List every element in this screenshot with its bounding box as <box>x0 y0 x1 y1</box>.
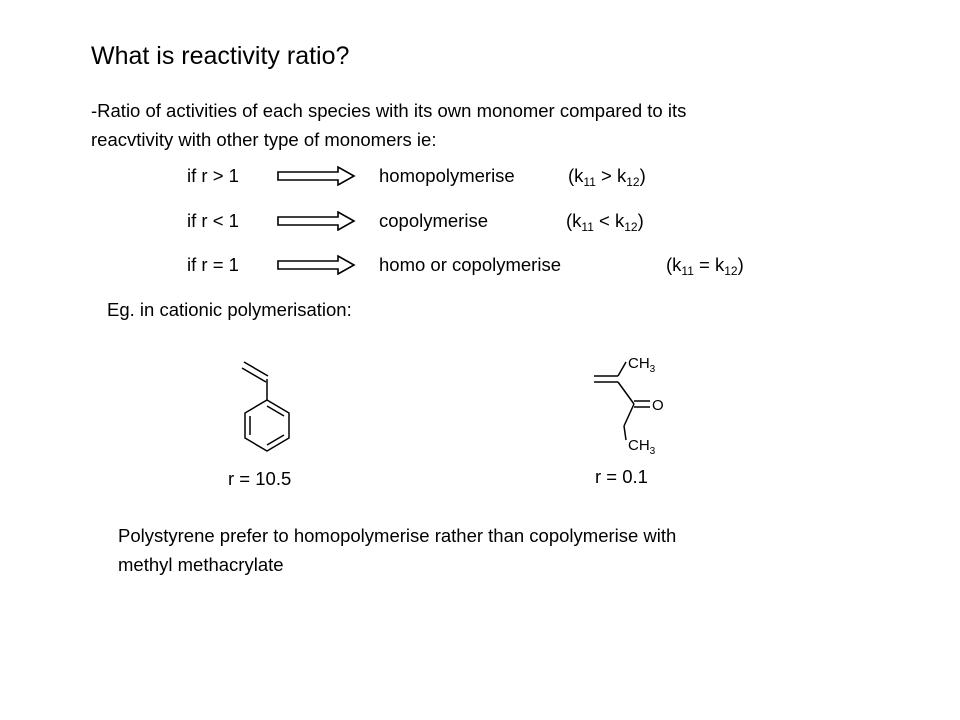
intro-line-1: -Ratio of activities of each species with its own monomer compared to its <box>91 100 687 121</box>
rule-3-rate-relation: $(k_{11} = k_{12})$ <box>666 254 744 278</box>
rule-1-condition: if r > 1 <box>187 165 239 186</box>
conclusion-paragraph <box>118 521 878 579</box>
rule-1-arrow-icon <box>276 166 356 186</box>
intro-paragraph <box>91 96 891 154</box>
rule-1-rate-relation: $(k_{11} > k_{12})$ <box>568 165 646 189</box>
rule-3-arrow-icon <box>276 255 356 275</box>
methacrylate-ratio: r = 0.1 <box>595 466 648 487</box>
rule-2-arrow-icon <box>276 211 356 231</box>
ch3-top-label: $CH_3$ <box>628 355 656 375</box>
rule-2-rate-relation: $(k_{11} < k_{12})$ <box>566 210 644 234</box>
styrene-ratio: r = 10.5 <box>228 468 292 489</box>
intro-line-2: reacvtivity with other type of monomers ie: <box>91 129 437 150</box>
rule-3-condition: if r = 1 <box>187 254 239 275</box>
slide-title: What is reactivity ratio? <box>91 42 350 70</box>
methacrylate-structure-icon <box>590 344 700 459</box>
rule-2-result: copolymerise <box>379 210 488 231</box>
styrene-structure-icon <box>230 356 310 468</box>
conclusion-line-1: Polystyrene prefer to homopolymerise rather than copolymerise with <box>118 525 677 546</box>
example-heading: Eg. in cationic polymerisation: <box>107 299 352 320</box>
rule-2-condition: if r < 1 <box>187 210 239 231</box>
conclusion-line-2: methyl methacrylate <box>118 554 284 575</box>
rule-1-result: homopolymerise <box>379 165 515 186</box>
oxygen-label: O <box>652 397 664 414</box>
ch3-bottom-label: $CH_3$ <box>628 437 656 457</box>
rule-3-result: homo or copolymerise <box>379 254 561 275</box>
